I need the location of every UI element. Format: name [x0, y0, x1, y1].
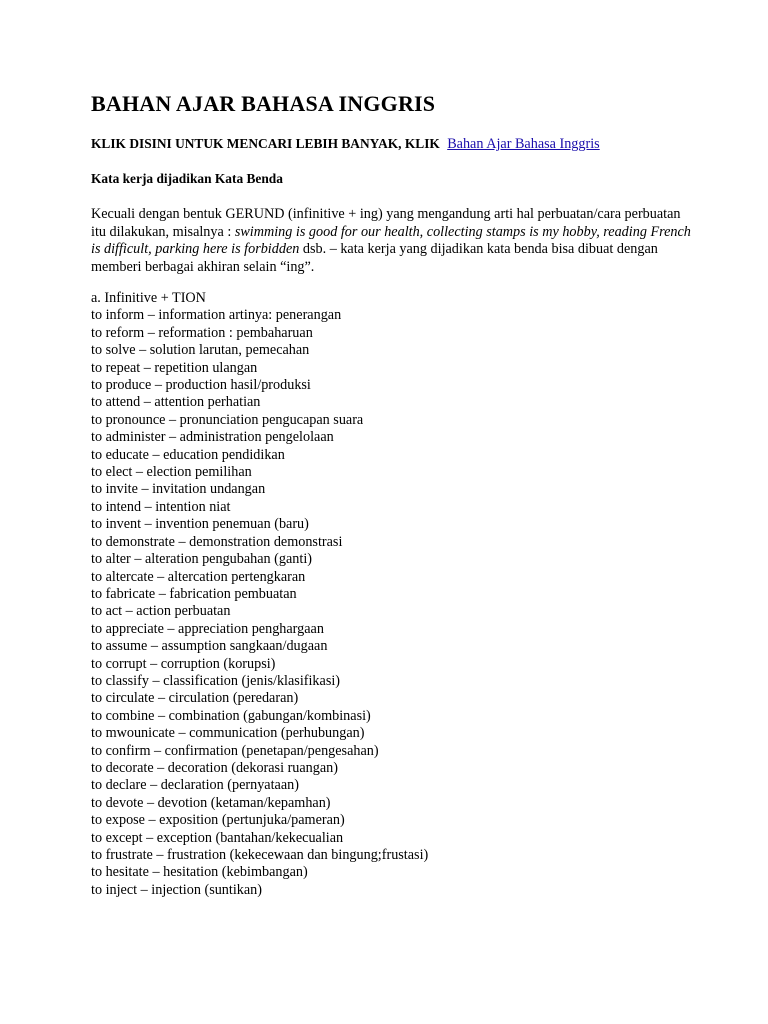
list-item: to inform – information artinya: penerangan — [91, 307, 342, 324]
list-item: to combine – combination (gabungan/kombinasi) — [91, 707, 371, 724]
section-subheading: Kata kerja dijadikan Kata Benda — [91, 171, 283, 186]
list-item: to invent – invention penemuan (baru) — [91, 516, 309, 533]
list-item: to reform – reformation : pembaharuan — [91, 324, 313, 341]
list-item: to act – action perbuatan — [91, 603, 231, 620]
intro-paragraph — [91, 206, 691, 276]
list-item: to produce – production hasil/produksi — [91, 377, 311, 394]
list-item: to intend – intention niat — [91, 498, 231, 515]
list-item: to hesitate – hesitation (kebimbangan) — [91, 864, 308, 881]
list-item: to decorate – decoration (dekorasi ruangan) — [91, 759, 338, 776]
list-item: to altercate – altercation pertengkaran — [91, 568, 306, 585]
list-heading: a. Infinitive + TION — [91, 290, 206, 306]
list-item: to mwounicate – communication (perhubungan) — [91, 725, 365, 742]
list-item: to devote – devotion (ketaman/kepamhan) — [91, 794, 331, 811]
list-item: to educate – education pendidikan — [91, 446, 285, 463]
list-item: to confirm – confirmation (penetapan/pengesahan) — [91, 742, 379, 759]
intro-examples: swimming is good for our health, collecting stamps is my hobby, reading French is difficult, parking here is forbidden — [91, 223, 691, 257]
list-item: to attend – attention perhatian — [91, 394, 261, 411]
list-item: to administer – administration pengelolaan — [91, 429, 334, 446]
page-title: BAHAN AJAR BAHASA INGGRIS — [91, 91, 436, 116]
list-item: to inject – injection (suntikan) — [91, 881, 262, 898]
list-item: to pronounce – pronunciation pengucapan suara — [91, 411, 364, 428]
intro-text-end: dsb. – kata kerja yang dijadikan kata benda bisa dibuat dengan memberi berbagai akhiran selain “ing”. — [91, 241, 658, 275]
more-info-prefix: KLIK DISINI UNTUK MENCARI LEBIH BANYAK, KLIK — [91, 136, 440, 151]
more-info-link[interactable]: Bahan Ajar Bahasa Inggris — [447, 136, 600, 152]
list-item: to alter – alteration pengubahan (ganti) — [91, 551, 313, 568]
list-item: to repeat – repetition ulangan — [91, 359, 258, 376]
list-item: to classify – classification (jenis/klasifikasi) — [91, 672, 341, 689]
list-item: to declare – declaration (pernyataan) — [91, 777, 299, 794]
list-item: to demonstrate – demonstration demonstrasi — [91, 533, 343, 550]
list-item: to appreciate – appreciation penghargaan — [91, 620, 324, 637]
list-item: to fabricate – fabrication pembuatan — [91, 585, 297, 602]
list-item: to corrupt – corruption (korupsi) — [91, 655, 276, 672]
list-item: to invite – invitation undangan — [91, 481, 266, 498]
list-item: to solve – solution larutan, pemecahan — [91, 342, 310, 359]
more-info-line — [91, 135, 600, 153]
list-item: to except – exception (bantahan/kekecualian — [91, 829, 344, 846]
list-item: to elect – election pemilihan — [91, 464, 252, 481]
list-item: to circulate – circulation (peredaran) — [91, 690, 299, 707]
list-item: to assume – assumption sangkaan/dugaan — [91, 638, 328, 655]
word-list — [91, 290, 691, 899]
list-item: to frustrate – frustration (kekecewaan dan bingung;frustasi) — [91, 847, 429, 863]
intro-text-start: Kecuali dengan bentuk GERUND (infinitive + ing) yang mengandung arti hal perbuatan/cara perbuatan itu dilakukan, misalnya : — [91, 206, 681, 240]
list-item: to expose – exposition (pertunjuka/pameran) — [91, 812, 345, 829]
